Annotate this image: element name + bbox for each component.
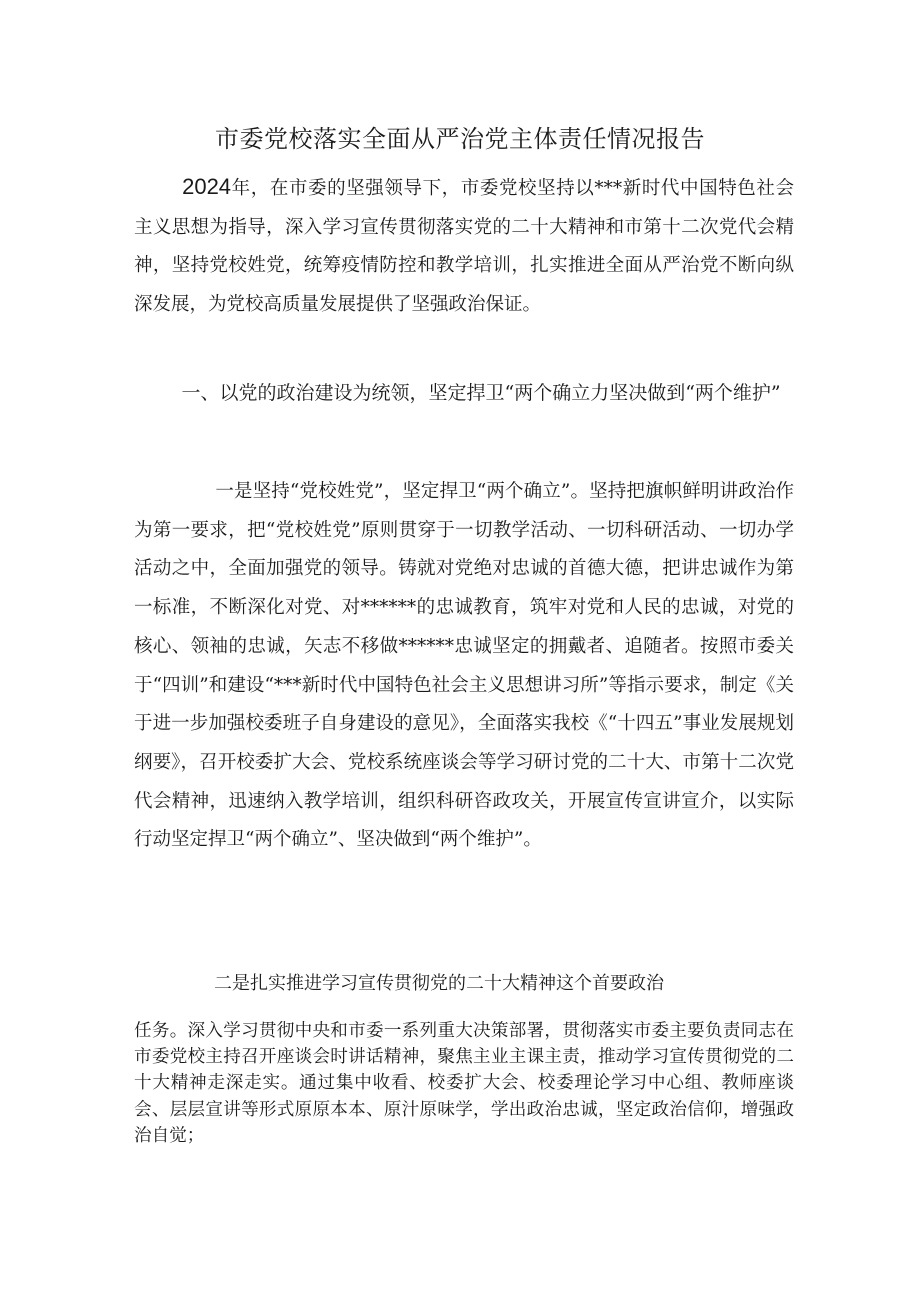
page-title: 市委党校落实全面从严治党主体责任情况报告	[215, 125, 705, 153]
intro-paragraph	[134, 168, 794, 324]
section1-point2-head: 二是扎实推进学习宣传贯彻党的二十大精神这个首要政治	[214, 973, 664, 994]
intro-year: 2024	[182, 174, 232, 199]
section1-heading: 一、以党的政治建设为统领，坚定捍卫“两个确立力坚决做到“两个维护”	[181, 382, 781, 404]
intro-text: 年，在市委的坚强领导下，市委党校坚持以***新时代中国特色社会主义思想为指导，深入学习宣传贯彻落实党的二十大精神和市第十二次党代会精神，坚持党校姓党，统筹疫情防控和教学培训，扎实推进全面从严治党不断向纵深发展，为党校高质量发展提供了坚强政治保证。	[134, 178, 794, 315]
section1-point2-body: 任务。深入学习贯彻中央和市委一系列重大决策部署，贯彻落实市委主要负责同志在市委党校主持召开座谈会时讲话精神，聚焦主业主课主责，推动学习宣传贯彻党的二十大精神走深走实。通过集中收看、校委扩大会、校委理论学习中心组、教师座谈会、层层宣讲等形式原原本本、原汁原味学，学出政治忠诚，坚定政治信仰，增强政治自觉；	[134, 1021, 794, 1146]
section1-point1: 一是坚持“党校姓党”，坚定捍卫“两个确立”。坚持把旗帜鲜明讲政治作为第一要求，把“党校姓党”原则贯穿于一切教学活动、一切科研活动、一切办学活动之中，全面加强党的领导。铸就对党绝对忠诚的首德大德，把讲忠诚作为第一标准，不断深化对党、对******的忠诚教育，筑牢对党和人民的忠诚，对党的核心、领袖的忠诚，矢志不移做******忠诚坚定的拥戴者、追随者。按照市委关于“四训”和建设“***新时代中国特色社会主义思想讲习所”等指示要求，制定《关于进一步加强校委班子自身建设的意见》，全面落实我校《“十四五”事业发展规划纲要》，召开校委扩大会、党校系统座谈会等学习研讨党的二十大、市第十二次党代会精神，迅速纳入教学培训，组织科研咨政攻关，开展宣传宣讲宣介，以实际行动坚定捍卫“两个确立”、坚决做到“两个维护”。	[134, 481, 794, 851]
